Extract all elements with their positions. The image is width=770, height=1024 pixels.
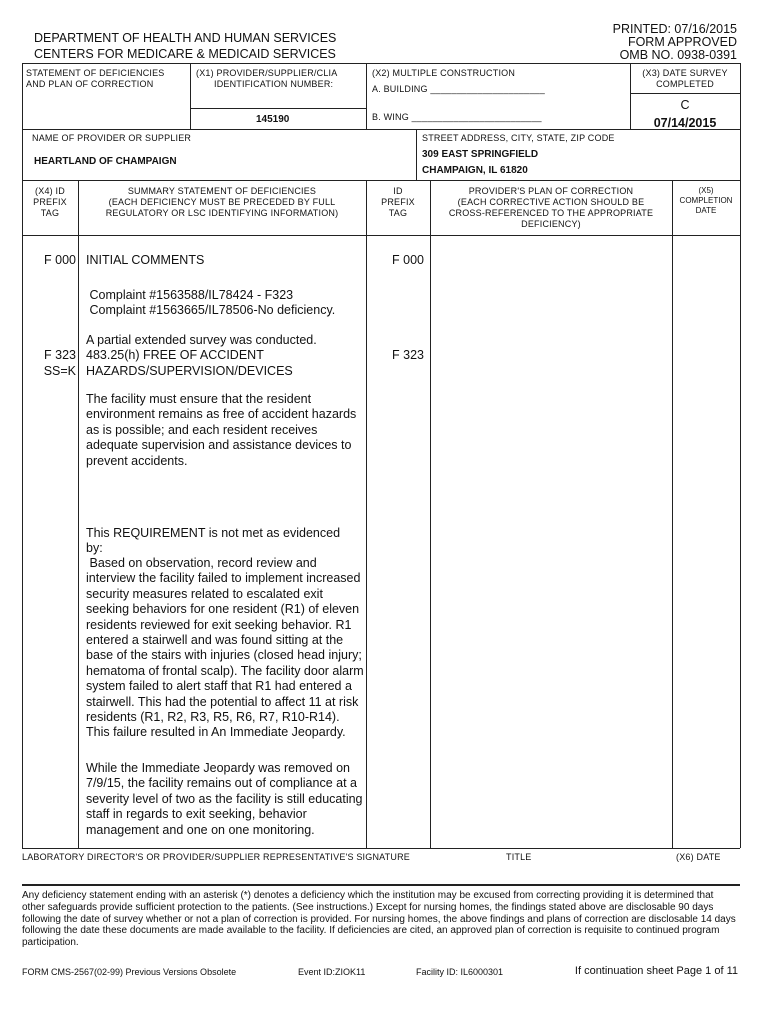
printed-date: PRINTED: 07/16/2015 — [612, 22, 737, 36]
right-border — [740, 63, 741, 848]
signature-label: LABORATORY DIRECTOR'S OR PROVIDER/SUPPLIER REPRESENTATIVE'S SIGNATURE — [22, 852, 410, 862]
tag-f000-left: F 000 — [44, 253, 76, 267]
building-line: A. BUILDING ______________________ — [372, 84, 545, 94]
provider-name: HEARTLAND OF CHAMPAIGN — [34, 156, 177, 167]
id-header-2: PREFIX — [381, 197, 415, 207]
event-id: Event ID:ZIOK11 — [298, 967, 366, 977]
requirement-text: The facility must ensure that the resident environment remains as free of accident hazards as is possible; and each resident receives adequate supervision and assistance devices to prevent accidents. — [86, 392, 357, 468]
x2-label: (X2) MULTIPLE CONSTRUCTION — [372, 68, 516, 78]
city-state-zip: CHAMPAIGN, IL 61820 — [422, 165, 528, 176]
survey-date: 07/14/2015 — [653, 116, 717, 130]
severity-scope: SS=K — [43, 364, 76, 378]
id-header-3: TAG — [388, 208, 408, 218]
complaint-1: Complaint #1563588/IL78424 - F323 — [86, 288, 294, 302]
x1-label-2: IDENTIFICATION NUMBER: — [214, 79, 334, 89]
not-met-line-2: by: — [86, 541, 103, 555]
x1-label-1: (X1) PROVIDER/SUPPLIER/CLIA — [196, 68, 338, 78]
plan-header-2: (EACH CORRECTIVE ACTION SHOULD BE — [457, 197, 645, 207]
facility-id: Facility ID: IL6000301 — [416, 967, 504, 977]
summary-header-2: (EACH DEFICIENCY MUST BE PRECEDED BY FULL — [108, 197, 336, 207]
agency-line-1: DEPARTMENT OF HEALTH AND HUMAN SERVICES — [34, 31, 337, 45]
partial-survey: A partial extended survey was conducted. — [86, 333, 317, 347]
form-number: FORM CMS-2567(02-99) Previous Versions Obsolete — [22, 967, 237, 977]
plan-header-1: PROVIDER'S PLAN OF CORRECTION — [468, 186, 634, 196]
omb-number: OMB NO. 0938-0391 — [619, 48, 737, 62]
statement-label-2: AND PLAN OF CORRECTION — [26, 79, 154, 89]
address-label: STREET ADDRESS, CITY, STATE, ZIP CODE — [422, 133, 615, 143]
statement-label-1: STATEMENT OF DEFICIENCIES — [26, 68, 165, 78]
x4-header-2: PREFIX — [33, 197, 67, 207]
plan-header-4: DEFICIENCY) — [521, 219, 581, 229]
survey-letter: C — [680, 98, 690, 112]
not-met-line-1: This REQUIREMENT is not met as evidenced — [86, 526, 341, 540]
date-label: (X6) DATE — [676, 852, 721, 862]
agency-line-2: CENTERS FOR MEDICARE & MEDICAID SERVICES — [34, 47, 336, 61]
x4-header-1: (X4) ID — [35, 186, 65, 196]
summary-header-1: SUMMARY STATEMENT OF DEFICIENCIES — [127, 186, 317, 196]
plan-header-3: CROSS-REFERENCED TO THE APPROPRIATE — [448, 208, 654, 218]
id-header-1: ID — [393, 186, 403, 196]
removal-text: While the Immediate Jeopardy was removed on 7/9/15, the facility remains out of compliance at a severity level of two as the facility is still educating staff in regards to exit seeking, behavior management and one on one monitoring. — [86, 761, 363, 837]
initial-comments-heading: INITIAL COMMENTS — [86, 253, 205, 267]
street-address: 309 EAST SPRINGFIELD — [422, 149, 539, 160]
left-border — [22, 63, 23, 848]
provider-number: 145190 — [256, 114, 290, 125]
provider-name-label: NAME OF PROVIDER OR SUPPLIER — [32, 133, 192, 143]
wing-line: B. WING _________________________ — [372, 112, 542, 122]
continuation-page: If continuation sheet Page 1 of 11 — [574, 965, 738, 977]
tag-f323-right: F 323 — [392, 348, 424, 362]
regulation-line-1: 483.25(h) FREE OF ACCIDENT — [86, 348, 264, 362]
x3-label-1: (X3) DATE SURVEY — [642, 68, 728, 78]
x3-label-2: COMPLETED — [656, 79, 714, 89]
finding-text: Based on observation, record review and interview the facility failed to implement increased security measures related to escalated exit seeking behaviors for one resident (R1) of eleven residents reviewed for exit seeking behavior. R1 entered a stairwell and was found sitting at the base of the stairs with injuries (closed head injury; hematoma of frontal scalp). The facility door alarm system failed to alert staff that R1 had entered a stairwell. This had the potential to affect 11 at risk residents (R1, R2, R3, R5, R6, R7, R10-R14). This failure resulted in An Immediate Jeopardy. — [86, 556, 368, 740]
tag-f323-left: F 323 — [44, 348, 76, 362]
tag-f000-right: F 000 — [392, 253, 424, 267]
x4-header-3: TAG — [40, 208, 60, 218]
x5-header-1: (X5) — [698, 186, 714, 195]
form-approved: FORM APPROVED — [627, 35, 737, 49]
title-label: TITLE — [506, 852, 532, 862]
complaint-2: Complaint #1563665/IL78506-No deficiency. — [86, 303, 336, 317]
summary-header-3: REGULATORY OR LSC IDENTIFYING INFORMATION) — [105, 208, 339, 218]
regulation-line-2: HAZARDS/SUPERVISION/DEVICES — [86, 364, 293, 378]
x5-header-2: COMPLETION — [679, 196, 733, 205]
disclaimer-text: Any deficiency statement ending with an asterisk (*) denotes a deficiency which the institution may be excused from correcting providing it is determined that other safeguards provide sufficient protection to the patients. (See instructions.) Except for nursing homes, the findings stated above are disclosable 90 days following the date of survey whether or not a plan of correction is provided. For nursing homes, the above findings and plans of correction are disclosable 14 days following the date these documents are made available to the facility. If deficiencies are cited, an approved plan of correction is requisite to continued program participation. — [22, 890, 736, 949]
x5-header-3: DATE — [695, 206, 717, 215]
